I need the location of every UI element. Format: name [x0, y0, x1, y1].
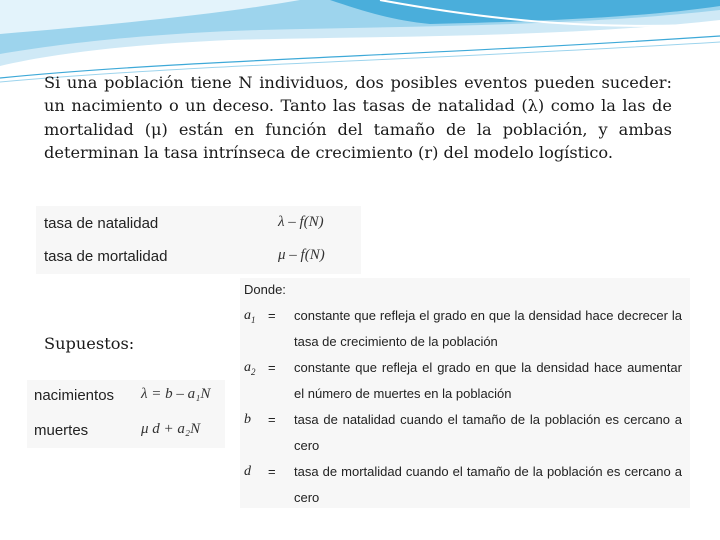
definition-equals: =: [268, 360, 276, 375]
definition-equals: =: [268, 412, 276, 427]
assumptions-panel: [27, 380, 225, 448]
rate-formula: μ – f(N): [278, 247, 325, 263]
rate-row-natalidad: [44, 209, 354, 239]
rates-panel: [36, 206, 361, 274]
definition-text: tasa de mortalidad cuando el tamaño de la población es cercano a cero: [294, 464, 682, 505]
definition-text: tasa de natalidad cuando el tamaño de la población es cercano a cero: [294, 412, 682, 453]
definition-text: constante que refleja el grado en que la densidad hace decrecer la tasa de crecimiento de la población: [294, 308, 682, 349]
rate-label: tasa de mortalidad: [44, 248, 168, 265]
rate-formula: λ – f(N): [278, 214, 324, 230]
definitions-panel: [240, 278, 690, 508]
assumption-row-nacimientos: [34, 385, 224, 415]
intro-paragraph: Si una población tiene N individuos, dos posibles eventos pueden suceder: un nacimiento o un deceso. Tanto las tasas de natalidad (λ) como la las de mortalidad (μ) están en función del tamaño de la población, y ambas determinan la tasa intrínseca de crecimiento (r) del modelo logístico.: [44, 73, 672, 163]
rate-row-mortalidad: [44, 242, 354, 272]
definitions-heading: Donde:: [244, 282, 286, 297]
assumption-formula: μ d + a₂N: [141, 421, 201, 437]
definition-symbol: b: [244, 412, 251, 427]
definition-symbol: d: [244, 464, 251, 479]
definition-symbol: $a_2$: [244, 360, 256, 377]
supuestos-title: Supuestos:: [44, 334, 135, 353]
definition-text: constante que refleja el grado en que la densidad hace aumentar el número de muertes en la población: [294, 360, 682, 401]
definition-equals: =: [268, 464, 276, 479]
assumption-row-muertes: [34, 420, 224, 450]
assumption-label: muertes: [34, 422, 89, 439]
definition-equals: =: [268, 308, 276, 323]
assumption-label: nacimientos: [34, 387, 115, 404]
assumption-formula: λ = b – a₁N: [141, 386, 211, 402]
definition-symbol: $a_1$: [244, 308, 256, 325]
rate-label: tasa de natalidad: [44, 215, 159, 232]
